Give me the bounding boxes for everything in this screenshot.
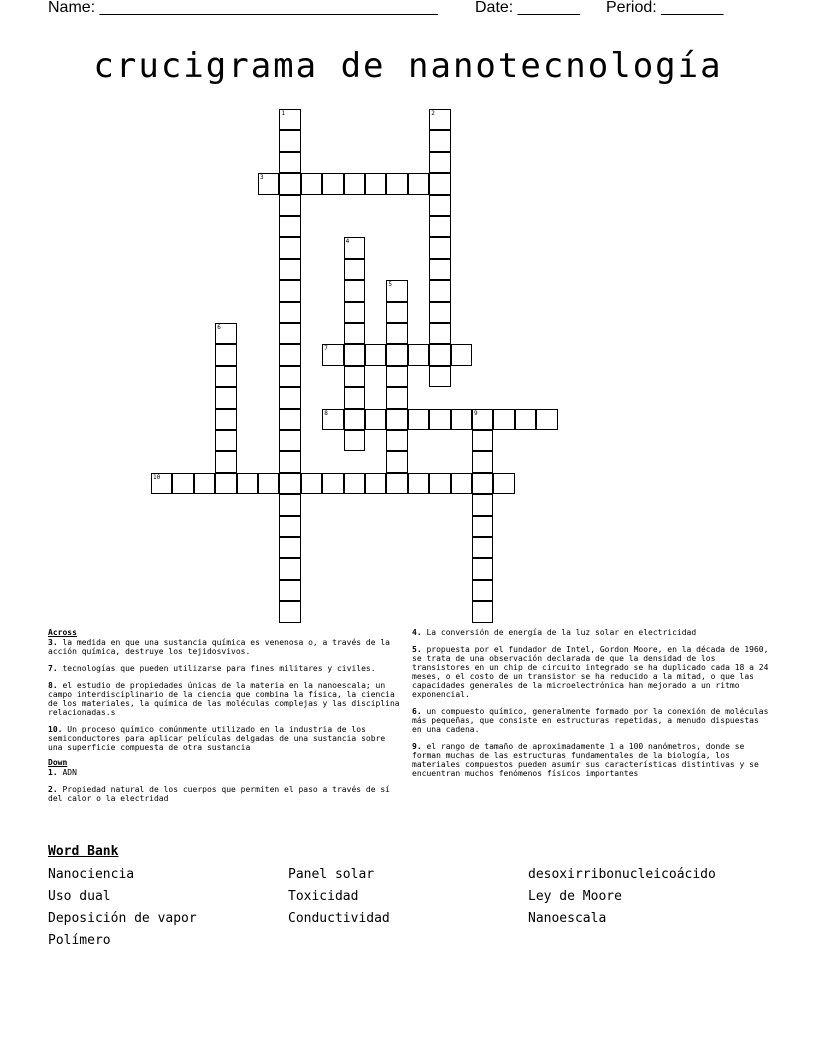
crossword-cell[interactable] <box>386 409 407 430</box>
clue-number: 1 <box>281 110 286 117</box>
crossword-cell[interactable] <box>344 323 365 344</box>
clue-number-label: 8. <box>48 681 58 690</box>
crossword-cell[interactable] <box>386 473 407 494</box>
clue-text: un compuesto químico, generalmente formado por la conexión de moléculas más pequeñas, que consiste en estructuras repetidas, a menudo dispuestas en una cadena. <box>412 707 769 734</box>
crossword-cell[interactable] <box>344 259 365 280</box>
crossword-cell[interactable] <box>386 430 407 451</box>
crossword-cell[interactable] <box>279 280 300 301</box>
crossword-cell[interactable] <box>451 473 472 494</box>
word-bank-item: desoxirribonucleicoácido <box>528 867 716 882</box>
crossword-cell[interactable] <box>279 537 300 558</box>
crossword-cell[interactable] <box>215 366 236 387</box>
crossword-cell[interactable] <box>472 558 493 579</box>
crossword-cell[interactable] <box>429 109 450 130</box>
clue-number: 5 <box>388 281 393 289</box>
down-heading: Down <box>48 758 68 767</box>
crossword-cell[interactable] <box>279 259 300 280</box>
crossword-cell[interactable] <box>344 430 365 451</box>
crossword-cell[interactable] <box>493 473 514 494</box>
page-title: crucigrama de nanotecnología <box>93 46 723 86</box>
crossword-cell[interactable] <box>365 473 386 494</box>
clue-number-label: 2. <box>48 785 58 794</box>
crossword-cell[interactable] <box>301 473 322 494</box>
crossword-cell[interactable] <box>322 173 343 194</box>
crossword-cell[interactable] <box>279 494 300 515</box>
word-bank-item: Nanociencia <box>48 867 135 882</box>
clue-number: 2 <box>431 110 435 117</box>
crossword-cell[interactable] <box>408 344 429 365</box>
crossword-cell[interactable] <box>279 195 300 216</box>
crossword-cell[interactable] <box>472 494 493 515</box>
clues-left-column <box>48 628 404 811</box>
down-clue <box>48 768 404 777</box>
crossword-cell[interactable] <box>279 451 300 472</box>
clue-number: 3 <box>260 174 264 182</box>
crossword-cell[interactable] <box>472 580 493 601</box>
crossword-cell[interactable] <box>536 409 557 430</box>
clue-number-label: 7. <box>48 664 58 673</box>
down-clue <box>412 628 772 637</box>
clues-right-column <box>412 628 772 786</box>
crossword-cell[interactable] <box>279 323 300 344</box>
crossword-cell[interactable] <box>429 259 450 280</box>
crossword-cell[interactable] <box>194 473 215 494</box>
down-clue <box>412 742 772 778</box>
clue-number: 4 <box>345 238 350 246</box>
crossword-cell[interactable] <box>429 280 450 301</box>
crossword-cell[interactable] <box>322 344 343 365</box>
clue-number-label: 5. <box>412 645 422 654</box>
clue-number-label: 1. <box>48 768 58 777</box>
crossword-cell[interactable] <box>429 409 450 430</box>
crossword-cell[interactable] <box>472 601 493 622</box>
crossword-cell[interactable] <box>279 130 300 151</box>
crossword-cell[interactable] <box>365 409 386 430</box>
crossword-cell[interactable] <box>472 451 493 472</box>
crossword-cell[interactable] <box>279 109 300 130</box>
clue-number-label: 6. <box>412 707 422 716</box>
across-clue <box>48 725 404 752</box>
clue-text: Propiedad natural de los cuerpos que permiten el paso a través de sí del calor o la electridad <box>48 785 390 803</box>
name-field-label[interactable]: Name: ______________________________________ <box>48 0 438 16</box>
across-clue <box>48 664 404 673</box>
crossword-cell[interactable] <box>429 323 450 344</box>
crossword-cell[interactable] <box>279 601 300 622</box>
down-clue <box>48 785 404 803</box>
word-bank-item: Conductividad <box>288 911 390 926</box>
crossword-cell[interactable] <box>429 473 450 494</box>
crossword-cell[interactable] <box>386 387 407 408</box>
crossword-cell[interactable] <box>279 409 300 430</box>
crossword-cell[interactable] <box>215 430 236 451</box>
crossword-cell[interactable] <box>344 237 365 258</box>
clue-number-label: 3. <box>48 638 58 647</box>
clue-number: 8 <box>324 409 328 417</box>
clue-number-label: 9. <box>412 742 422 751</box>
crossword-cell[interactable] <box>279 558 300 579</box>
clue-text: tecnologías que pueden utilizarse para fines militares y civiles. <box>57 664 376 673</box>
clue-number: 7 <box>324 345 328 353</box>
crossword-cell[interactable] <box>215 323 236 344</box>
word-bank-item: Toxicidad <box>288 889 359 904</box>
clue-number-label: 10. <box>48 725 63 734</box>
crossword-cell[interactable] <box>279 473 300 494</box>
crossword-cell[interactable] <box>408 173 429 194</box>
crossword-cell[interactable] <box>429 366 450 387</box>
crossword-cell[interactable] <box>151 473 172 494</box>
clue-number: 6 <box>217 324 221 331</box>
crossword-cell[interactable] <box>279 237 300 258</box>
crossword-cell[interactable] <box>279 387 300 408</box>
across-heading: Across <box>48 628 77 637</box>
crossword-cell[interactable] <box>386 302 407 323</box>
crossword-cell[interactable] <box>472 430 493 451</box>
crossword-cell[interactable] <box>472 473 493 494</box>
crossword-cell[interactable] <box>279 216 300 237</box>
word-bank-item: Uso dual <box>48 889 111 904</box>
word-bank-item: Polímero <box>48 933 111 948</box>
crossword-cell[interactable] <box>322 473 343 494</box>
clue-number-label: 4. <box>412 628 422 637</box>
word-bank <box>48 866 788 949</box>
date-field-label[interactable]: Date: _______ <box>475 0 580 16</box>
word-bank-item: Panel solar <box>288 867 375 882</box>
crossword-cell[interactable] <box>386 173 407 194</box>
crossword-cell[interactable] <box>386 366 407 387</box>
crossword-cell[interactable] <box>344 473 365 494</box>
crossword-cell[interactable] <box>172 473 193 494</box>
crossword-cell[interactable] <box>279 580 300 601</box>
crossword-cell[interactable] <box>258 173 279 194</box>
crossword-cell[interactable] <box>429 237 450 258</box>
crossword-cell[interactable] <box>279 430 300 451</box>
crossword-cell[interactable] <box>429 152 450 173</box>
crossword-cell[interactable] <box>429 344 450 365</box>
crossword-cell[interactable] <box>408 409 429 430</box>
crossword-cell[interactable] <box>493 409 514 430</box>
clue-number: 10 <box>153 473 161 481</box>
crossword-cell[interactable] <box>279 173 300 194</box>
crossword-cell[interactable] <box>472 516 493 537</box>
crossword-cell[interactable] <box>237 473 258 494</box>
clue-text: La conversión de energía de la luz solar en electricidad <box>421 628 697 637</box>
crossword-cell[interactable] <box>344 280 365 301</box>
crossword-cell[interactable] <box>279 366 300 387</box>
across-clue <box>48 638 404 656</box>
period-field-label[interactable]: Period: _______ <box>606 0 724 16</box>
down-clue <box>412 645 772 699</box>
crossword-cell[interactable] <box>279 344 300 365</box>
crossword-cell[interactable] <box>386 280 407 301</box>
crossword-cell[interactable] <box>429 302 450 323</box>
crossword-cell[interactable] <box>215 387 236 408</box>
crossword-cell[interactable] <box>215 473 236 494</box>
crossword-cell[interactable] <box>322 409 343 430</box>
word-bank-title: Word Bank <box>48 844 119 859</box>
crossword-cell[interactable] <box>279 516 300 537</box>
crossword-cell[interactable] <box>472 409 493 430</box>
crossword-cell[interactable] <box>215 344 236 365</box>
crossword-cell[interactable] <box>279 302 300 323</box>
clue-text: Un proceso químico comúnmente utilizado en la industria de los semiconductores para aplicar películas delgadas de una sustancia sobre una superficie compuesta de otra sustancia <box>48 725 386 752</box>
crossword-cell[interactable] <box>344 344 365 365</box>
clue-text: ADN <box>57 768 77 777</box>
crossword-cell[interactable] <box>429 173 450 194</box>
crossword-cell[interactable] <box>279 152 300 173</box>
crossword-cell[interactable] <box>344 302 365 323</box>
crossword-cell[interactable] <box>386 323 407 344</box>
word-bank-item: Ley de Moore <box>528 889 622 904</box>
crossword-cell[interactable] <box>215 451 236 472</box>
clue-text: el estudio de propiedades únicas de la materia en la nanoescala; un campo interdisciplinario de la ciencia que combina la física, la ciencia de los materiales, la química de las moléculas complejas y las disciplina relacionadas.s <box>48 681 400 717</box>
crossword-cell[interactable] <box>344 173 365 194</box>
word-bank-item: Nanoescala <box>528 911 607 926</box>
clue-text: propuesta por el fundador de Intel, Gordon Moore, en la década de 1960, se trata de una observación declarada de que la densidad de los transistores en un chip de circuito integrado se ha duplicado cada 18 a 24 meses, o el costo de un transistor se ha reducido a la mitad, o que las capacidades generales de la microelectrónica han mejorado a un ritmo exponencial. <box>412 645 769 699</box>
clue-text: la medida en que una sustancia química es venenosa o, a través de la acción química, destruye los tejidosvivos. <box>48 638 390 656</box>
clue-number: 9 <box>474 409 478 417</box>
crossword-cell[interactable] <box>344 387 365 408</box>
down-clue <box>412 707 772 734</box>
crossword-cell[interactable] <box>301 173 322 194</box>
crossword-cell[interactable] <box>344 366 365 387</box>
crossword-cell[interactable] <box>515 409 536 430</box>
crossword-cell[interactable] <box>386 451 407 472</box>
crossword-cell[interactable] <box>451 344 472 365</box>
crossword-cell[interactable] <box>429 216 450 237</box>
crossword-cell[interactable] <box>386 344 407 365</box>
clue-text: el rango de tamaño de aproximadamente 1 a 100 nanómetros, donde se forman muchas de las estructuras fundamentales de la biología, los materiales compuestos pueden asumir sus características distintivas y se encuentran muchos fenómenos físicos importantes <box>412 742 759 778</box>
crossword-cell[interactable] <box>365 173 386 194</box>
crossword-cell[interactable] <box>429 130 450 151</box>
crossword-cell[interactable] <box>365 344 386 365</box>
across-clue <box>48 681 404 717</box>
crossword-cell[interactable] <box>215 409 236 430</box>
crossword-cell[interactable] <box>451 409 472 430</box>
crossword-cell[interactable] <box>429 195 450 216</box>
crossword-cell[interactable] <box>344 409 365 430</box>
crossword-cell[interactable] <box>472 537 493 558</box>
crossword-cell[interactable] <box>258 473 279 494</box>
word-bank-item: Deposición de vapor <box>48 911 197 926</box>
crossword-cell[interactable] <box>408 473 429 494</box>
